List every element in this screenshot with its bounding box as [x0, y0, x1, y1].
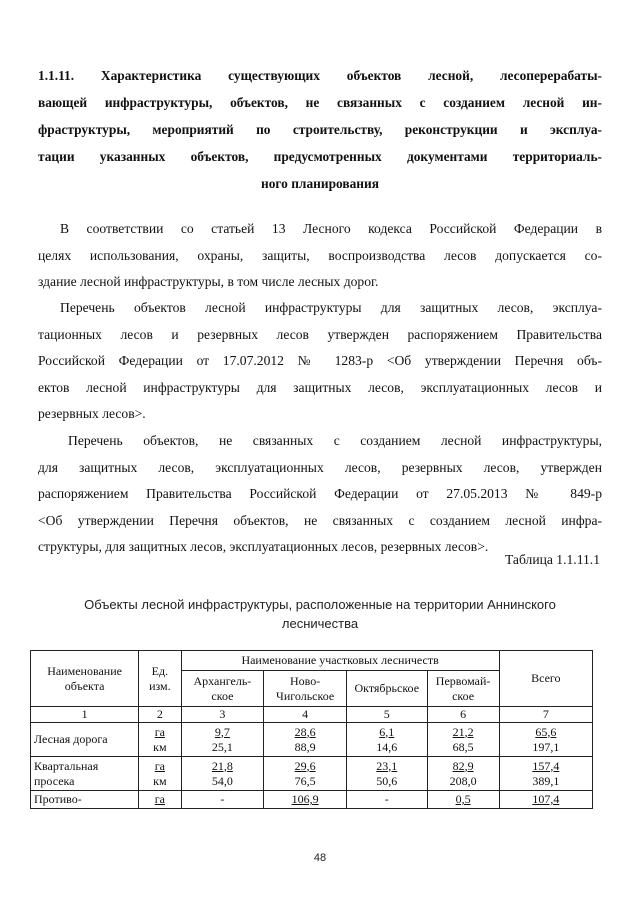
heading-line: фраструктуры, мероприятий по строительству, реконструкции и эксплуа- [38, 122, 602, 137]
heading-line: ного планирования [261, 176, 379, 191]
paragraph-line: <Об утверждении Перечня объектов, не связанных с созданием лесной инфра- [38, 512, 602, 528]
row-units: га [139, 791, 181, 809]
row-name: Квартальная просека [31, 757, 139, 791]
heading-line: тации указанных объектов, предусмотренных документами территориаль- [38, 149, 602, 164]
row-value: 21,8 54,0 [181, 757, 264, 791]
table-row [31, 723, 593, 757]
header-district: Ново-Чигольское [264, 671, 347, 707]
row-value: 29,6 76,5 [264, 757, 347, 791]
paragraph-line: целях использования, охраны, защиты, воспроизводства лесов допускается со- [38, 247, 602, 263]
header-district: Архангель-ское [181, 671, 264, 707]
section-heading [38, 62, 602, 197]
row-value: 21,2 68,5 [427, 723, 499, 757]
paragraph-line: распоряжением Правительства Российской Федерации от 27.05.2013 № 849-р [38, 486, 602, 501]
paragraph-line: Перечень объектов лесной инфраструктуры для защитных лесов, эксплуа- [60, 300, 602, 315]
paragraph-1 [38, 216, 602, 296]
column-number: 3 [181, 707, 264, 723]
paragraph-line: Российской Федерации от 17.07.2012 № 1283-р <Об утверждении Перечня объ- [38, 353, 602, 368]
table-number: Таблица 1.1.11.1 [504, 552, 600, 567]
column-number: 5 [346, 707, 427, 723]
row-name: Противо- [31, 791, 139, 809]
paragraph-line: В соответствии со статьей 13 Лесного кодекса Российской Федерации в [60, 221, 602, 236]
table-caption [20, 595, 620, 633]
row-name: Лесная дорога [31, 723, 139, 757]
column-number-row [31, 707, 593, 723]
row-units: га км [139, 723, 181, 757]
header-group: Наименование участковых лесничеств [181, 651, 499, 671]
column-number: 1 [31, 707, 139, 723]
table-row [31, 791, 593, 809]
paragraph-line: структуры, для защитных лесов, эксплуатационных лесов, резервных лесов>. [38, 539, 489, 554]
header-name: Наименование объекта [31, 651, 139, 707]
row-value: 107,4 [499, 791, 592, 809]
header-district: Октябрьское [346, 671, 427, 707]
row-value: - [181, 791, 264, 809]
row-units: га км [139, 757, 181, 791]
header-unit: Ед. изм. [139, 651, 181, 707]
paragraph-line: ектов лесной инфраструктуры для защитных лесов, эксплуатационных лесов и [38, 379, 602, 395]
paragraph-line: здание лесной инфраструктуры, в том числе лесных дорог. [38, 274, 379, 289]
row-value: 0,5 [427, 791, 499, 809]
row-value: 6,1 14,6 [346, 723, 427, 757]
paragraph-line: тационных лесов и резервных лесов утвержден распоряжением Правительства [38, 326, 602, 342]
row-value: - [346, 791, 427, 809]
column-number: 2 [139, 707, 181, 723]
caption-line: Объекты лесной инфраструктуры, расположенные на территории Аннинского [84, 597, 556, 612]
paragraph-2 [38, 295, 602, 428]
heading-line: вающей инфраструктуры, объектов, не связанных с созданием лесной ин- [38, 95, 602, 110]
row-value: 157,4 389,1 [499, 757, 592, 791]
paragraph-line: Перечень объектов, не связанных с созданием лесной инфраструктуры, [68, 433, 602, 448]
column-number: 7 [499, 707, 592, 723]
header-district: Первомай-ское [427, 671, 499, 707]
infrastructure-table [30, 650, 593, 809]
heading-line: 1.1.11. Характеристика существующих объектов лесной, лесоперерабаты- [38, 68, 602, 83]
row-value: 65,6 197,1 [499, 723, 592, 757]
column-number: 4 [264, 707, 347, 723]
table-row [31, 757, 593, 791]
row-value: 82,9 208,0 [427, 757, 499, 791]
row-value: 28,6 88,9 [264, 723, 347, 757]
caption-line: лесничества [281, 616, 359, 631]
row-value: 9,7 25,1 [181, 723, 264, 757]
column-number: 6 [427, 707, 499, 723]
paragraph-line: для защитных лесов, эксплуатационных лесов, резервных лесов, утвержден [38, 459, 602, 475]
row-value: 23,1 50,6 [346, 757, 427, 791]
page-number: 48 [313, 852, 327, 864]
paragraph-line: резервных лесов>. [38, 406, 146, 421]
header-total: Всего [499, 651, 592, 707]
paragraph-3 [38, 428, 602, 561]
row-value: 106,9 [264, 791, 347, 809]
